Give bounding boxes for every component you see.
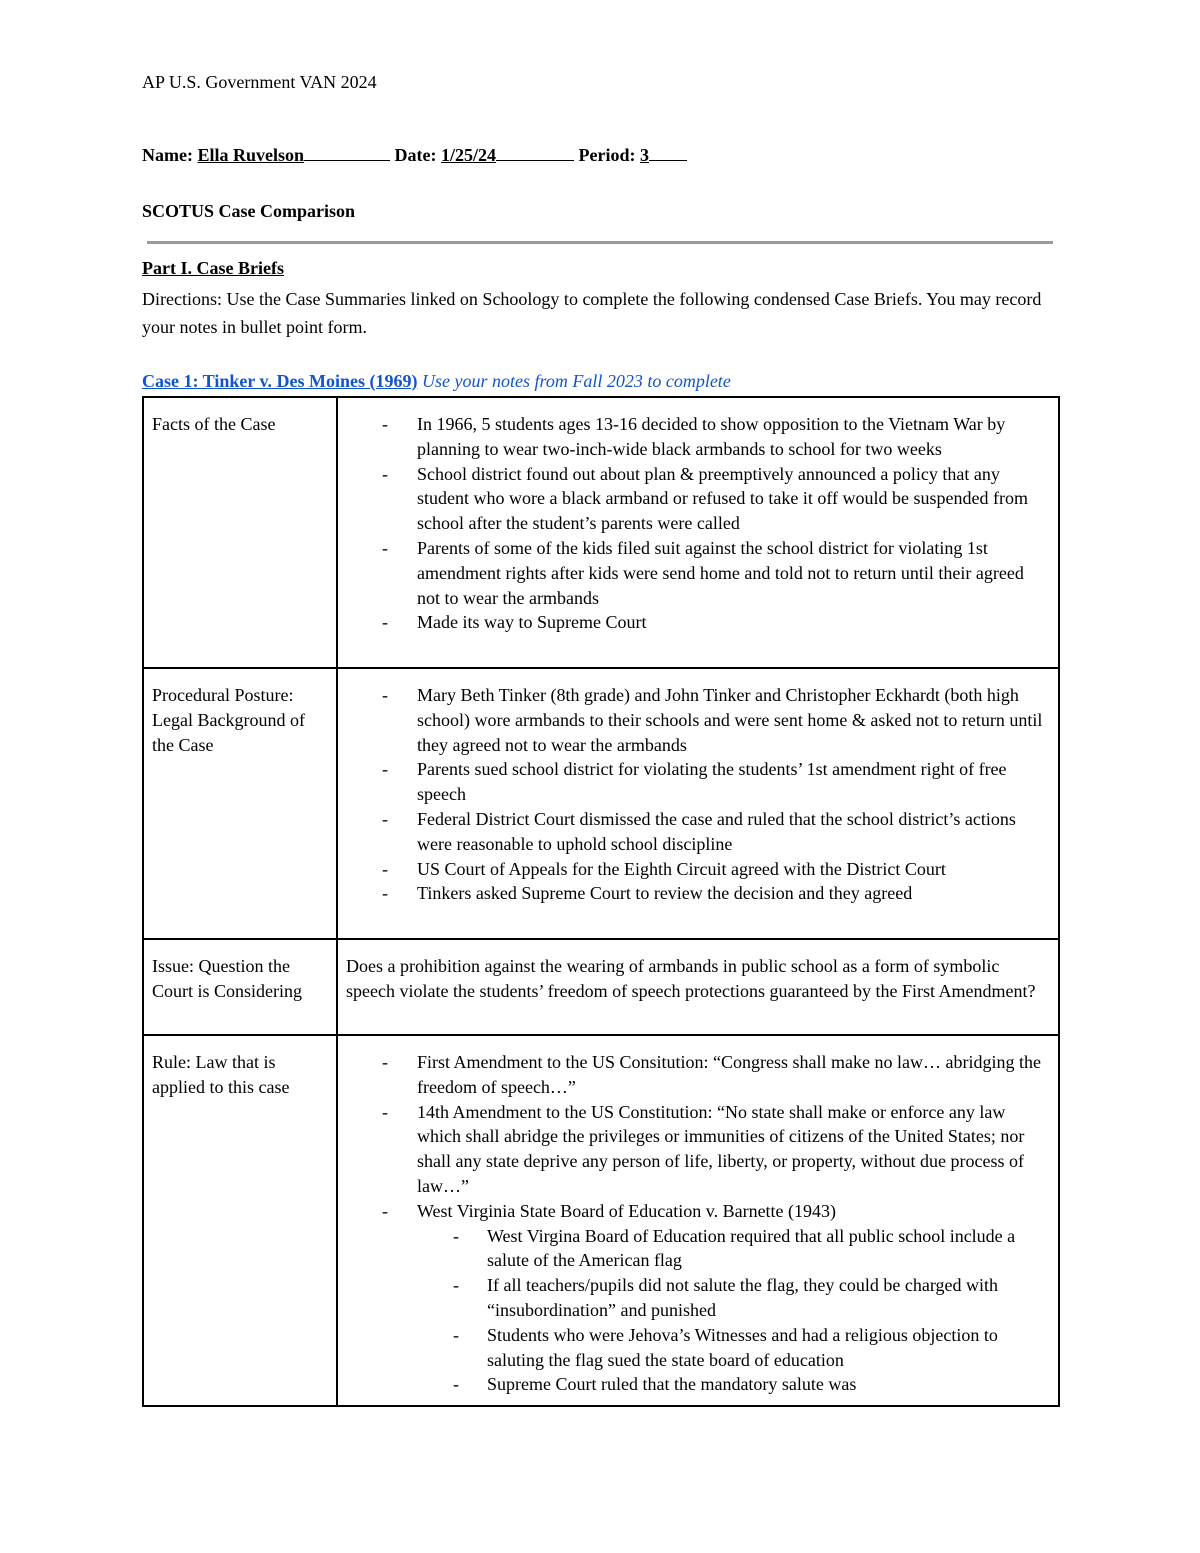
- list-item: - US Court of Appeals for the Eighth Circuit agreed with the District Court: [417, 857, 1050, 882]
- case-note: Use your notes from Fall 2023 to complete: [422, 371, 731, 391]
- page-title: SCOTUS Case Comparison: [142, 201, 356, 221]
- list-item: [417, 1199, 1050, 1397]
- part-heading: Part I. Case Briefs: [142, 258, 284, 278]
- row-content: [337, 1035, 1059, 1406]
- date-blank: [496, 143, 574, 161]
- case-brief-table: [142, 396, 1060, 1407]
- table-row: [143, 939, 1059, 1035]
- directions-text: Directions: Use the Case Summaries linked on Schoology to complete the following condensed Case Briefs. You may record your notes in bullet point form.: [142, 289, 1042, 337]
- period-value: 3: [640, 145, 649, 165]
- list-item: - Mary Beth Tinker (8th grade) and John Tinker and Christopher Eckhardt (both high school) wore armbands to their schools and were sent home & asked not to return until they agreed not to wear the armbands: [417, 683, 1050, 757]
- row-label: Issue: Question the Court is Considering: [143, 939, 337, 1035]
- list-item: - Made its way to Supreme Court: [417, 610, 1050, 635]
- case-heading: [142, 371, 731, 392]
- period-label: Period:: [578, 145, 636, 165]
- row-content: [337, 397, 1059, 668]
- row-content: Does a prohibition against the wearing of armbands in public school as a form of symbolic speech violate the students’ freedom of speech protections guaranteed by the First Amendment?: [337, 939, 1059, 1035]
- student-info-line: [142, 143, 687, 166]
- name-label: Name:: [142, 145, 193, 165]
- list-item: - School district found out about plan & preemptively announced a policy that any student who wore a black armband or refused to take it off would be suspended from school after the student’s parents were called: [417, 462, 1050, 536]
- date-value: 1/25/24: [441, 145, 497, 165]
- list-item: - 14th Amendment to the US Constitution: “No state shall make or enforce any law which shall abridge the privileges or immunities of citizens of the United States; nor shall any state deprive any person of life, liberty, or property, without due process of law…”: [417, 1100, 1050, 1199]
- list-item-text: West Virginia State Board of Education v. Barnette (1943): [417, 1200, 837, 1221]
- table-row: [143, 397, 1059, 668]
- bullet-list: [346, 1050, 1050, 1397]
- bullet-list: [346, 412, 1050, 635]
- sub-bullet-list: [417, 1224, 1050, 1398]
- period-blank: [649, 143, 687, 161]
- divider: [147, 241, 1053, 244]
- sub-list-item: - Supreme Court ruled that the mandatory salute was: [487, 1372, 1050, 1397]
- row-label: Facts of the Case: [143, 397, 337, 668]
- row-content: [337, 668, 1059, 939]
- sub-list-item: - Students who were Jehova’s Witnesses and had a religious objection to saluting the flag sued the state board of education: [487, 1323, 1050, 1373]
- table-row: [143, 668, 1059, 939]
- name-blank: [304, 143, 390, 161]
- row-label: Procedural Posture: Legal Background of the Case: [143, 668, 337, 939]
- bullet-list: [346, 683, 1050, 906]
- list-item: - First Amendment to the US Consitution: “Congress shall make no law… abridging the freedom of speech…”: [417, 1050, 1050, 1100]
- course-header: AP U.S. Government VAN 2024: [142, 72, 377, 92]
- sub-list-item: - West Virgina Board of Education required that all public school include a salute of the American flag: [487, 1224, 1050, 1274]
- table-row: [143, 1035, 1059, 1406]
- list-item: - Tinkers asked Supreme Court to review the decision and they agreed: [417, 881, 1050, 906]
- case-link[interactable]: Case 1: Tinker v. Des Moines (1969): [142, 371, 418, 391]
- student-name: Ella Ruvelson: [197, 145, 305, 165]
- sub-list-item: - If all teachers/pupils did not salute the flag, they could be charged with “insubordination” and punished: [487, 1273, 1050, 1323]
- list-item: - Parents of some of the kids filed suit against the school district for violating 1st amendment rights after kids were send home and told not to return until their agreed not to wear the armbands: [417, 536, 1050, 610]
- list-item: - In 1966, 5 students ages 13-16 decided to show opposition to the Vietnam War by planning to wear two-inch-wide black armbands to school for two weeks: [417, 412, 1050, 462]
- list-item: - Parents sued school district for violating the students’ 1st amendment right of free speech: [417, 757, 1050, 807]
- date-label: Date:: [394, 145, 437, 165]
- list-item: - Federal District Court dismissed the case and ruled that the school district’s actions were reasonable to uphold school discipline: [417, 807, 1050, 857]
- row-label: Rule: Law that is applied to this case: [143, 1035, 337, 1406]
